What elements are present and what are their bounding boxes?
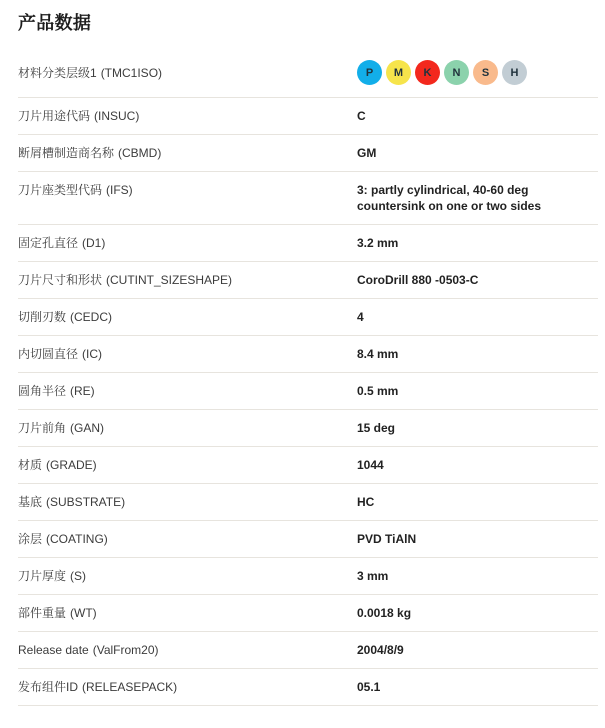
row-label [18, 605, 357, 621]
table-row [18, 299, 598, 336]
table-row [18, 410, 598, 447]
row-value: HC [357, 495, 375, 509]
row-label-code: (IC) [82, 347, 103, 361]
table-row [18, 262, 598, 299]
material-class-badge-n: N [444, 60, 469, 85]
table-row [18, 447, 598, 484]
page-title: 产品数据 [18, 13, 92, 33]
row-value: 3: partly cylindrical, 40-60 deg countersink on one or two sides [357, 183, 542, 213]
row-label-code: (WT) [70, 606, 97, 620]
row-label-name: 基底 [18, 495, 43, 509]
row-label-code: (ValFrom20) [92, 643, 159, 657]
row-label-code: (CBMD) [118, 146, 162, 160]
table-row [18, 98, 598, 135]
row-label [18, 309, 357, 325]
row-value: 0.0018 kg [357, 606, 412, 620]
row-label [18, 494, 357, 510]
row-value: CoroDrill 880 -0503-C [357, 273, 479, 287]
table-row [18, 484, 598, 521]
row-label-name: 刀片厚度 [18, 569, 67, 583]
row-label-name: 涂层 [18, 532, 43, 546]
row-label-code: (GAN) [70, 421, 105, 435]
row-label-name: 刀片尺寸和形状 [18, 273, 103, 287]
row-label [18, 568, 357, 584]
row-label [18, 108, 357, 124]
material-class-badge-group [357, 60, 598, 85]
row-label [18, 531, 357, 547]
row-label-name: Release date [18, 643, 89, 657]
row-label [18, 346, 357, 362]
row-label-code: (D1) [82, 236, 106, 250]
row-value: 3.2 mm [357, 236, 399, 250]
table-row [18, 135, 598, 172]
table-row [18, 48, 598, 98]
row-label-code: (S) [70, 569, 87, 583]
row-label [18, 235, 357, 251]
row-label-name: 发布组件ID [18, 680, 79, 694]
row-value: 1044 [357, 458, 384, 472]
row-label [18, 679, 357, 695]
row-label-code: (IFS) [106, 183, 133, 197]
row-value: 3 mm [357, 569, 389, 583]
row-label [18, 272, 357, 288]
row-value: PVD TiAlN [357, 532, 417, 546]
table-row [18, 669, 598, 706]
row-value: 4 [357, 310, 364, 324]
material-class-badge-p: P [357, 60, 382, 85]
material-class-badges [357, 60, 598, 85]
product-data-table [18, 48, 598, 706]
row-label-code: (SUBSTRATE) [46, 495, 126, 509]
row-label [18, 420, 357, 436]
row-label-code: (TMC1ISO) [100, 65, 163, 80]
table-row [18, 336, 598, 373]
row-label-code: (RE) [70, 384, 95, 398]
row-label-name: 材料分类层级1 [18, 65, 97, 80]
row-value: 15 deg [357, 421, 396, 435]
row-value: 0.5 mm [357, 384, 399, 398]
row-label [18, 642, 357, 658]
row-label [18, 457, 357, 473]
row-label-name: 刀片前角 [18, 421, 67, 435]
row-label [18, 383, 357, 399]
table-row [18, 225, 598, 262]
row-label [18, 182, 357, 198]
table-row [18, 558, 598, 595]
material-class-badge-m: M [386, 60, 411, 85]
material-class-badge-k: K [415, 60, 440, 85]
row-label-code: (CUTINT_SIZESHAPE) [106, 273, 233, 287]
row-label-name: 刀片座类型代码 [18, 183, 103, 197]
row-label-name: 部件重量 [18, 606, 67, 620]
table-row [18, 521, 598, 558]
row-value: 2004/8/9 [357, 643, 404, 657]
row-label-name: 内切圆直径 [18, 347, 79, 361]
row-label-name: 材质 [18, 458, 43, 472]
row-label-code: (GRADE) [46, 458, 97, 472]
row-label-code: (CEDC) [70, 310, 113, 324]
row-label-name: 断屑槽制造商名称 [18, 146, 115, 160]
material-class-badge-h: H [502, 60, 527, 85]
row-value: 05.1 [357, 680, 381, 694]
row-label-name: 圆角半径 [18, 384, 67, 398]
row-label-code: (RELEASEPACK) [82, 680, 178, 694]
row-value: C [357, 109, 366, 123]
row-label-name: 刀片用途代码 [18, 109, 91, 123]
row-label [18, 145, 357, 161]
row-value: 8.4 mm [357, 347, 399, 361]
row-label-name: 固定孔直径 [18, 236, 79, 250]
table-row [18, 172, 598, 225]
table-row [18, 373, 598, 410]
table-row [18, 632, 598, 669]
row-value: GM [357, 146, 377, 160]
table-row [18, 595, 598, 632]
row-label-code: (INSUC) [94, 109, 140, 123]
row-label [18, 65, 357, 81]
material-class-badge-s: S [473, 60, 498, 85]
row-label-name: 切削刃数 [18, 310, 67, 324]
row-label-code: (COATING) [46, 532, 108, 546]
